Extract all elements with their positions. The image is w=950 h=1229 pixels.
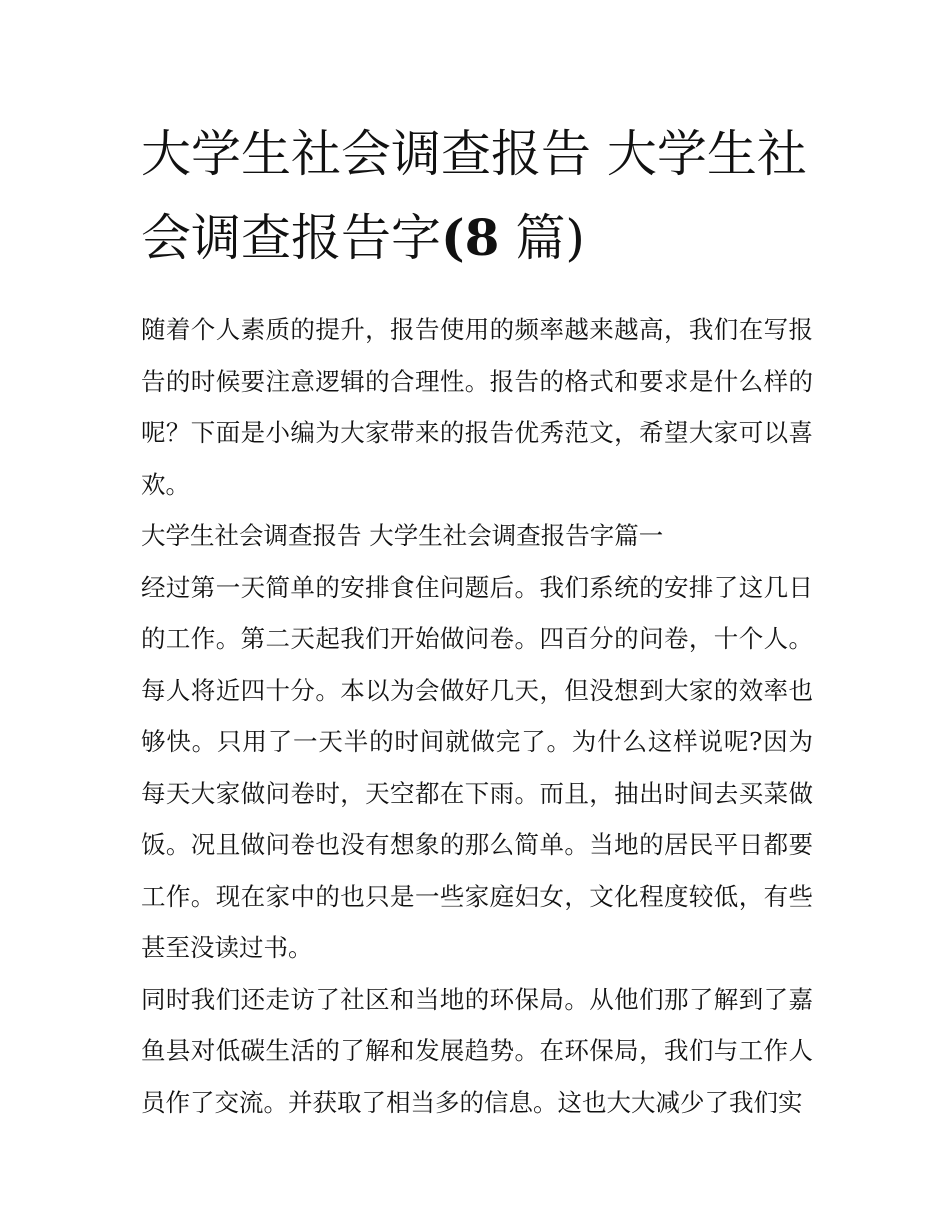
- document-body: [141, 304, 813, 1128]
- title-count: (8: [441, 208, 500, 267]
- document-page: [141, 112, 813, 1128]
- body-paragraph: 经过第一天简单的安排食住问题后。我们系统的安排了这几日的工作。第二天起我们开始做问卷。四百分的问卷，十个人。每人将近四十分。本以为会做好几天，但没想到大家的效率也够快。只用了一天半的时间就做完了。为什么这样说呢?因为每天大家做问卷时，天空都在下雨。而且，抽出时间去买菜做饭。况且做问卷也没有想象的那么简单。当地的居民平日都要工作。现在家中的也只是一些家庭妇女，文化程度较低，有些甚至没读过书。: [141, 572, 813, 962]
- intro-paragraph: 随着个人素质的提升，报告使用的频率越来越高，我们在写报告的时候要注意逻辑的合理性。报告的格式和要求是什么样的呢？下面是小编为大家带来的报告优秀范文，希望大家可以喜欢。: [141, 315, 813, 499]
- title-text: 大学生社会调查报告 大学生社会调查报告字: [141, 125, 807, 267]
- title-suffix: 篇): [515, 209, 585, 267]
- document-title: [141, 112, 813, 280]
- section-heading: 大学生社会调查报告 大学生社会调查报告字篇一: [141, 521, 664, 550]
- body-paragraph: 同时我们还走访了社区和当地的环保局。从他们那了解到了嘉鱼县对低碳生活的了解和发展趋势。在环保局，我们与工作人员作了交流。并获取了相当多的信息。这也大大减少了我们实: [141, 984, 813, 1117]
